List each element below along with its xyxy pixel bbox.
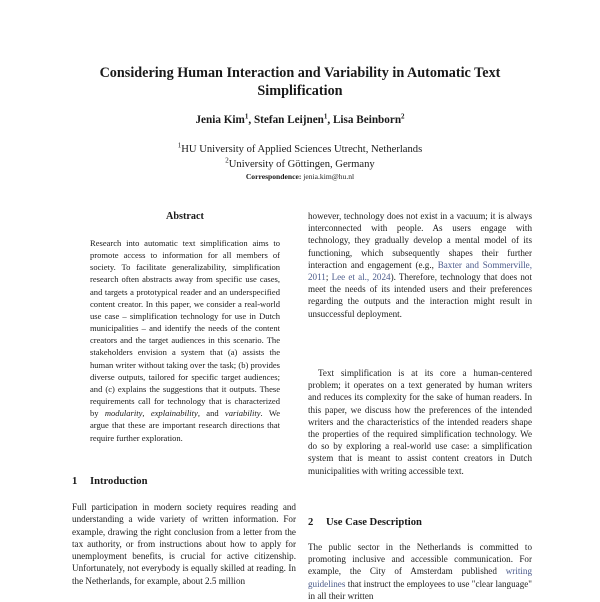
right-column-paragraph-2: Text simplification is at its core a human-centered problem; it operates on a text generated by human writers and reduces its complexity for the sake of human readers. In this paper, we discuss how the preferences of the intended writers and the characteristics of the intended readers shape the properties of the required simplification technology. We do so by exploring a real-world use case: a simplification system that is meant to assist content creators in Dutch municipalities with writing accessible text. <box>308 368 532 476</box>
keyword-separator: , <box>142 408 151 419</box>
abstract-heading: Abstract <box>166 211 204 222</box>
correspondence <box>60 172 540 181</box>
affiliation-2 <box>60 158 540 172</box>
section-title: Use Case Description <box>326 517 422 528</box>
paragraph-text: ). Therefore, technology that does not meet the needs of its intended users and their preferences regarding the outputs and the interaction might result in unsuccessful deployment. <box>308 272 532 319</box>
author-affiliation-mark: 1 <box>244 112 249 121</box>
paragraph-text: The public sector in the Netherlands is committed to promoting inclusive and accessible communication. For example, the City of Amsterdam published <box>308 542 532 577</box>
abstract-body-end: . We argue that these are important research directions that require further exploration. <box>90 408 280 443</box>
keyword-modularity: modularity <box>104 408 143 419</box>
section-title: Introduction <box>90 476 148 487</box>
affiliation-1 <box>60 143 540 157</box>
citation-separator: ; <box>325 272 332 283</box>
citation-link[interactable]: Lee et al., 2024 <box>331 272 391 283</box>
paragraph-text: however, technology does not exist in a vacuum; it is always interconnected with people. As users engage with technology, they gradually develop a mental model of its functioning, which subsequently shapes their further interaction and engagement (e.g., <box>308 211 532 270</box>
keyword-separator: , and <box>197 408 225 419</box>
paper-title <box>60 64 540 100</box>
affiliation-text: HU University of Applied Sciences Utrecht, Netherlands <box>181 144 423 155</box>
section-number: 2 <box>308 517 314 528</box>
affiliation-text: University of Göttingen, Germany <box>228 159 375 170</box>
section-1-text: Full participation in modern society requires reading and understanding a wide variety of written information. For example, drawing the right conclusion from a letter from the tax authority, or from instructions about how to apply for unemployment benefits, is crucial for active citizenship. Unfortunately, not everybody is equally skilled at reading. In the Netherlands, for example, about 2.5 million <box>72 502 296 586</box>
affiliation-mark: 2 <box>225 156 229 165</box>
section-2-text <box>308 541 532 602</box>
paper-title-line-1: Considering Human Interaction and Variability in Automatic Text <box>99 65 501 81</box>
section-2-heading <box>308 517 422 528</box>
author-name: Jenia Kim <box>195 114 245 126</box>
author-name: Lisa Beinborn <box>332 114 402 126</box>
correspondence-label: Correspondence: <box>245 172 302 181</box>
keyword-explainability: explainability <box>150 408 198 419</box>
right-column-paragraph-1 <box>308 210 532 320</box>
paper-title-line-2: Simplification <box>257 83 343 99</box>
abstract-body: Research into automatic text simplification aims to promote access to information for all members of society. To facilitate generalizability, simplification research often abstracts away from specific use cases, and targets a prototypical reader and an underspecified content creator. In this paper, we consider a real-world use case – simplification technology for use in Dutch municipalities – and identify the needs of the content creators and the target audiences in this scenario. The stakeholders envision a system that (a) assists the human writer without taking over the task; (b) provides diverse outputs, tailored for specific target audiences; and (c) explains the suggestions that it outputs. These requirements call for technology that is characterized by <box>90 238 280 419</box>
author-list: Jenia Kim$^1$, Stefan Leijnen$^1$, Lisa Beinborn$^2$ <box>195 112 405 126</box>
section-1-heading <box>72 476 148 487</box>
guidelines-link[interactable]: writing guidelines <box>308 566 532 589</box>
author-affiliation-mark: 2 <box>401 112 405 121</box>
author-affiliation-mark: 1 <box>323 112 328 121</box>
paragraph-text: that instruct the employees to use "clear language" in all their written <box>308 578 532 601</box>
abstract-text <box>90 237 280 444</box>
citation-link[interactable]: Baxter and Sommerville, 2011 <box>308 259 532 283</box>
keyword-variability: variability <box>224 408 261 419</box>
section-number: 1 <box>72 476 78 487</box>
correspondence-email[interactable]: jenia.kim@hu.nl <box>303 172 355 181</box>
author-name: Stefan Leijnen <box>253 114 324 126</box>
affiliation-mark: 1 <box>177 141 182 150</box>
